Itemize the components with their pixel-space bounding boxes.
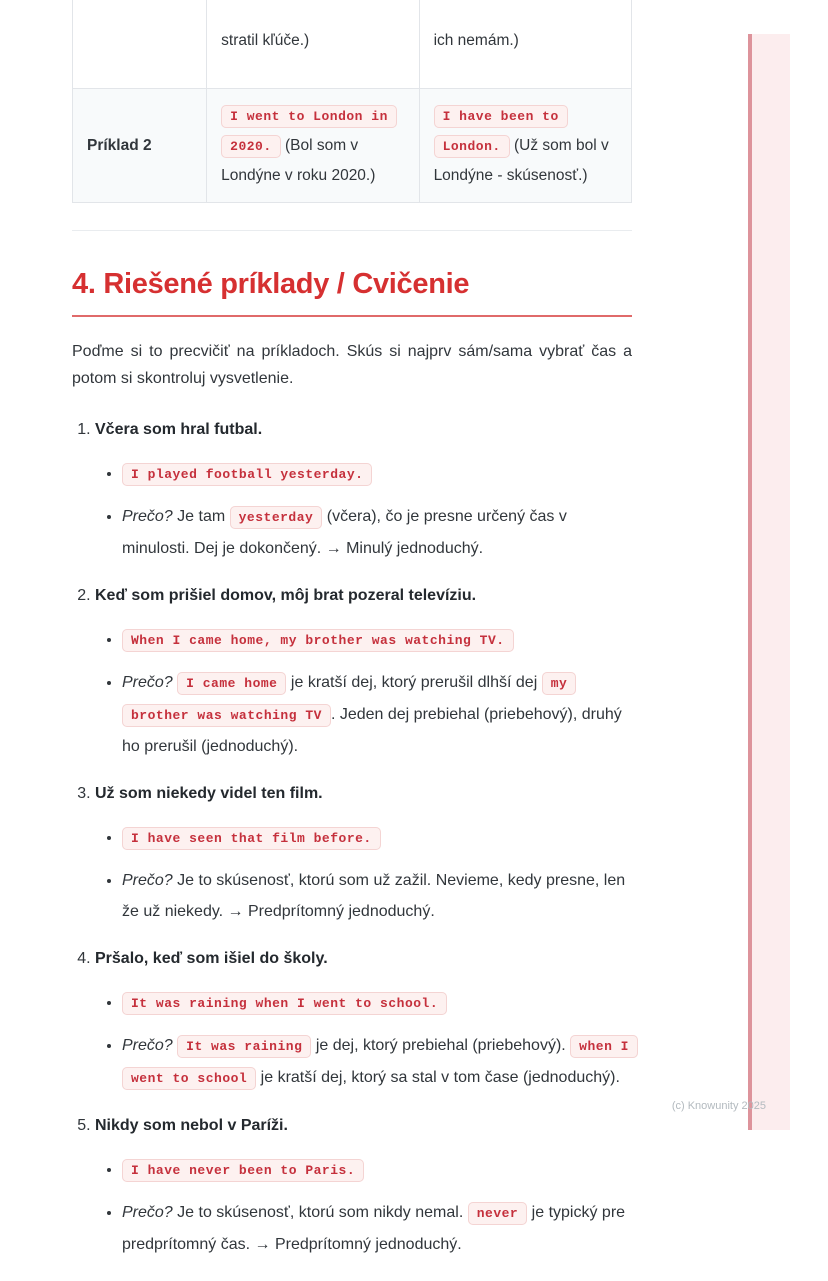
answer-item (122, 1154, 632, 1186)
exercise-sentence: Včera som hral futbal. (95, 421, 263, 438)
intro-paragraph: Poďme si to precvičiť na príkladoch. Skús si najprv sám/sama vybrať čas a potom si skontroluj vysvetlenie. (72, 343, 632, 387)
why-item (122, 1197, 632, 1260)
code-keyword: It was raining (177, 1035, 311, 1058)
code-present-example: I have been to London. (434, 105, 568, 158)
why-text: (včera), čo je presne určený čas v minulosti. Dej je dokončený. → Minulý jednoduchý. (122, 508, 567, 557)
exercise-item-1 (95, 419, 632, 564)
exercise-item-4 (95, 948, 632, 1094)
table-row (73, 0, 632, 89)
code-answer: I have never been to Paris. (122, 1159, 364, 1182)
table-row (73, 89, 632, 203)
table-cell-present-example (419, 89, 631, 203)
table-cell-present-tail (419, 0, 631, 89)
exercise-list (72, 419, 632, 1260)
why-label: Prečo? (122, 1204, 173, 1221)
exercise-item-2 (95, 585, 632, 762)
why-text: je typický pre predprítomný čas. → Predprítomný jednoduchý. (122, 1204, 626, 1253)
why-text: . Jeden dej prebiehal (priebehový), druhý ho prerušil (jednoduchý). (122, 706, 622, 755)
why-label: Prečo? (122, 1037, 173, 1054)
tense-comparison-table (72, 0, 632, 203)
exercise-item-5 (95, 1115, 632, 1260)
why-text: je dej, ktorý prebiehal (priebehový). (311, 1037, 571, 1054)
why-label: Prečo? (122, 508, 173, 525)
answer-item (122, 624, 632, 656)
table-cell-label (73, 0, 207, 89)
present-tail-text: ich nemám.) (433, 32, 519, 49)
past-tail-text: stratil kľúče.) (221, 32, 310, 49)
exercise-item-3 (95, 783, 632, 927)
exercise-sentence: Nikdy som nebol v Paríži. (95, 1117, 288, 1134)
exercise-sentence: Keď som prišiel domov, môj brat pozeral televíziu. (95, 587, 477, 604)
section-heading: 4. Riešené príklady / Cvičenie (72, 268, 632, 317)
code-answer: I have seen that film before. (122, 827, 381, 850)
why-text: Je to skúsenosť, ktorú som už zažil. Nevieme, kedy presne, len že už niekedy. → Predprítomný jednoduchý. (122, 872, 626, 920)
exercise-sublist (95, 458, 632, 564)
answer-item (122, 458, 632, 490)
code-past-example: I went to London in 2020. (221, 105, 397, 158)
example2-label: Príklad 2 (73, 89, 207, 203)
answer-item (122, 987, 632, 1019)
code-answer: It was raining when I went to school. (122, 992, 447, 1015)
why-label: Prečo? (122, 872, 173, 889)
past-example-note: (Bol som v Londýne v roku 2020.) (221, 137, 376, 184)
page-edge-strip (748, 34, 790, 1130)
why-text: Je tam (172, 508, 230, 525)
code-keyword: my brother was watching TV (122, 672, 576, 727)
exercise-sublist (95, 1154, 632, 1260)
why-text: je kratší dej, ktorý prerušil dlhší dej (286, 674, 542, 691)
table-cell-past-example (207, 89, 419, 203)
code-keyword: I came home (177, 672, 286, 695)
present-example-note: (Už som bol v Londýne - skúsenosť.) (433, 137, 609, 184)
code-answer: I played football yesterday. (122, 463, 372, 486)
why-item (122, 865, 632, 927)
why-item (122, 667, 632, 762)
code-keyword: when I went to school (122, 1035, 638, 1090)
table-cell-past-tail (207, 0, 419, 89)
section-divider (72, 230, 632, 231)
why-item (122, 501, 632, 564)
page-content (72, 0, 632, 1281)
answer-item (122, 822, 632, 854)
exercise-sublist (95, 822, 632, 927)
code-keyword: yesterday (230, 506, 323, 529)
why-text: je kratší dej, ktorý sa stal v tom čase (jednoduchý). (256, 1069, 620, 1086)
why-label: Prečo? (122, 674, 173, 691)
exercise-sublist (95, 987, 632, 1094)
exercise-sentence: Pršalo, keď som išiel do školy. (95, 950, 328, 967)
exercise-sentence: Už som niekedy videl ten film. (95, 785, 323, 802)
copyright-watermark: (c) Knowunity 2025 (671, 1100, 766, 1112)
why-text: Je to skúsenosť, ktorú som nikdy nemal. (172, 1204, 468, 1221)
code-answer: When I came home, my brother was watching TV. (122, 629, 514, 652)
exercise-sublist (95, 624, 632, 762)
why-item (122, 1030, 632, 1094)
code-keyword: never (468, 1202, 528, 1225)
